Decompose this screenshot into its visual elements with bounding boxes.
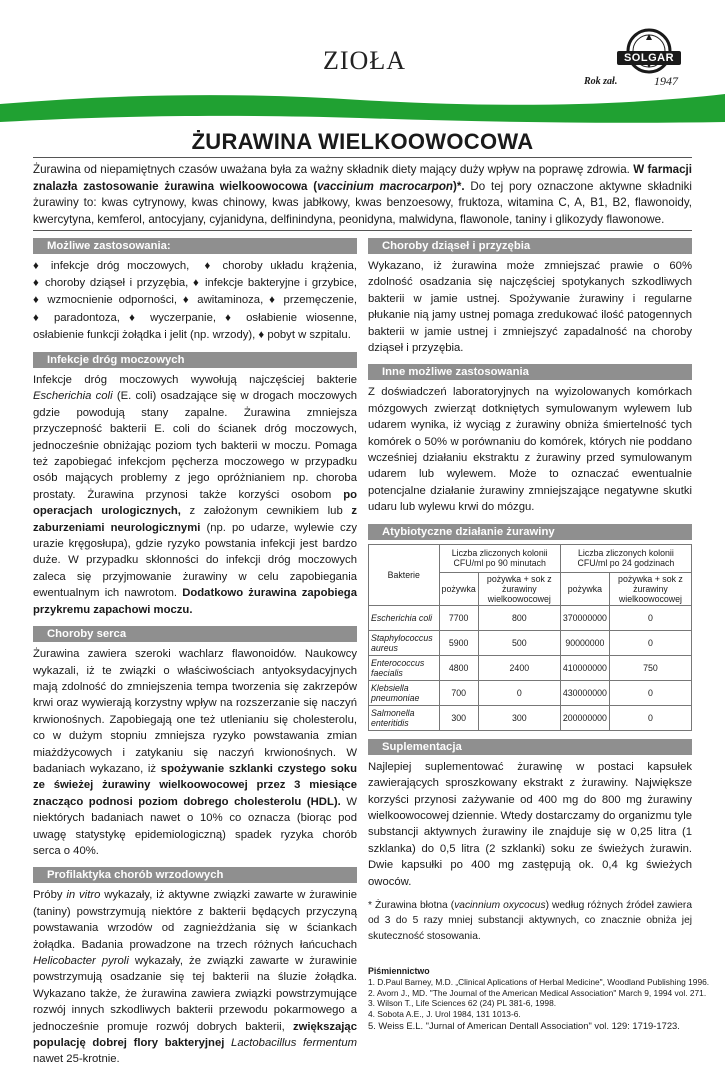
footnote: * Żurawina błotna (vacinnium oxycocus) według różnych źródeł zawiera od 3 do 5 razy mniej substancji aktywnych, co znacznie obniża jej skuteczność stosowania. [368, 899, 692, 942]
intro-divider [33, 230, 692, 231]
table-row [369, 705, 692, 730]
list-item: ♦ wzmocnienie odporności, [33, 294, 177, 307]
table-row [369, 680, 692, 705]
table-subheader-juice: pożywka + sok z żurawiny wielkoowocowej [478, 572, 560, 605]
table-cell-value: 0 [609, 705, 691, 730]
section-heading-supplement: Suplementacja [368, 739, 692, 755]
table-cell-value: 5900 [439, 630, 478, 655]
heart-paragraph: Żurawina zawiera szeroki wachlarz flawonoidów. Naukowcy wykazali, iż te związki o właściwościach antyoksydacyjnych mają zdolność do zmniejszenia tempa tworzenia się zakrzepów krwi oraz wywierają korzystny wpływ na rozszerzanie się naczyń krwionośnych. Zapobiegają one też utlenianiu się cholesterolu, co w dużym stopniu zmniejsza ryzyko powstawania zmian miażdżycowych i zatykaniu się naczyń krwionośnych. W badaniach wykazano, iż spożywanie szklanki czystego soku ze świeżej żurawiny wielkoowocowej przez 3 miesiące znacząco podnosi poziom dobrego cholesterolu (HDL). W niektórych badaniach nawet o 10% co oznacza (biorąc pod uwagę statystykę epidemiologiczną) spadek ryzyka chorób serca o 40%. [33, 648, 357, 857]
table-cell-value: 90000000 [560, 630, 609, 655]
uses-list [33, 258, 357, 344]
antibiotic-table [368, 544, 692, 731]
table-cell-value: 500 [478, 630, 560, 655]
solgar-logo [582, 28, 712, 90]
bibliography-item: 3. Wilson T., Life Sciences 62 (24) PL 381-6, 1998. [368, 998, 557, 1009]
list-item: ♦ awitaminoza, [182, 294, 264, 307]
category-heading: ZIOŁA [323, 46, 406, 75]
list-item: ♦ przemęczenie, [269, 294, 357, 307]
table-cell-bacteria: Escherichia coli [369, 605, 440, 630]
right-column [368, 238, 710, 1031]
table-cell-value: 0 [478, 680, 560, 705]
logo-brand: SOLGAR [617, 51, 681, 65]
page-title: ŻURAWINA WIELKOOWOCOWA [191, 129, 534, 154]
section-heading-antibiotic: Atybiotyczne działanie żurawiny [368, 524, 692, 540]
table-row [369, 630, 692, 655]
list-item: ♦ choroby dziąseł i przyzębia, [33, 277, 189, 290]
gums-paragraph: Wykazano, iż żurawina może zmniejszać prawie o 60% zdolność osadzania się najczęściej spotykanych szkodliwych bakterii w jamie ustnej. Spożywanie żurawiny i regularne płukanie nią jamy ustnej pomaga zredukować ilość patogennych bakterii w jamie ustnej i zmniejszyć zapadalność na choroby dziąseł i przyzębia. [368, 260, 692, 355]
table-row [369, 605, 692, 630]
table-row [369, 655, 692, 680]
table-cell-value: 370000000 [560, 605, 609, 630]
list-item: ♦ infekcje bakteryjne i grzybice, [192, 277, 358, 290]
table-subheader-medium: pożywka [439, 572, 478, 605]
bibliography-item: 4. Sobota A.E., J. Urol 1984, 131 1013-6. [368, 1008, 521, 1019]
list-item: ♦ pobyt w szpitalu. [258, 328, 351, 341]
table-cell-value: 0 [609, 630, 691, 655]
section-heading-gums: Choroby dziąseł i przyzębia [368, 238, 692, 254]
uti-paragraph: Infekcje dróg moczowych wywołują najczęściej bakterie Escherichia coli (E. coli) osadzające się w drogach moczowych gdzie powodują stany zapalne. Żurawina zmniejsza przyczepność bakterii E. coli do ścianek dróg moczowych, jednocześnie obniżając poziom tych bakterii w moczu. Pomaga też zapobiegać infekcjom pęcherza moczowego w przypadku osób mających problemy z jego opróżnianiem np. choroba prostaty. Żurawina przynosi także korzyści osobom po operacjach urologicznych, z założonym cewnikiem lub z zaburzeniami neurologicznymi (np. po udarze, wylewie czy urazie kręgosłupa), gdzie ryzyko powstania infekcji jest bardzo duże. W przypadku skłonności do infekcji dróg moczowych zaleca się przyjmowanie żurawiny w celu zapobiegania ewentualnym ich nawrotom. Dodatkowo żurawina zapobiega przykremu zapachowi moczu. [33, 374, 357, 616]
list-item: ♦ infekcje dróg moczowych, [33, 260, 190, 272]
bibliography-heading: Piśmiennictwo [368, 966, 430, 977]
section-heading-heart: Choroby serca [33, 626, 357, 642]
list-item: ♦ osłabienie wiosenne, [225, 311, 358, 324]
title-divider [33, 157, 692, 158]
table-cell-value: 0 [609, 680, 691, 705]
table-cell-value: 700 [439, 680, 478, 705]
table-header-24h: Liczba zliczonych kolonii CFU/ml po 24 godzinach [560, 544, 691, 572]
table-subheader-medium: pożywka [560, 572, 609, 605]
bibliography-item: 5. Weiss E.L. "Jurnal of American Dentall Association" vol. 129: 1719-1723. [368, 1019, 680, 1031]
bibliography-item: 2. Avorn J., MD. "The Journal of the American Medical Association" March 9, 1994 vol. 271. [368, 987, 707, 998]
table-cell-value: 410000000 [560, 655, 609, 680]
table-cell-value: 2400 [478, 655, 560, 680]
logo-founded-label: Rok zał. [584, 76, 618, 87]
table-cell-bacteria: Enterococcus faecialis [369, 655, 440, 680]
list-item: osłabienie funkcji żołądka i jelit (np. wrzody), [33, 328, 256, 341]
bibliography-item: 1. D.Paul Barney, M.D. „Clinical Aplications of Herbal Medicine", Woodland Publishing 1996. [368, 977, 710, 988]
section-heading-uti: Infekcje dróg moczowych [33, 352, 357, 368]
ulcers-paragraph: Próby in vitro wykazały, iż aktywne związki zawarte w żurawinie (taniny) powstrzymują niektóre z bakterii będących przyczyną powstawania wrzodów od zagnieżdżania się w ściankach żołądka. Badania prowadzone na trzech różnych łańcuchach Helicobacter pyroli wykazały, że związki zawarte w żurawinie powstrzymują osadzanie się tej bakterii na śluzie żołądka. Wykazano także, że żurawina zawiera związki powstrzymujące rozwój innych szkodliwych bakterii przewodu pokarmowego a jednocześnie promuje rozwój dobrych bakterii, zwiększając populację dobrej flory bakteryjnej Lactobacillus fermentum nawet 25-krotnie. [33, 889, 358, 1066]
table-cell-value: 300 [439, 705, 478, 730]
other-paragraph: Z doświadczeń laboratoryjnych na wyizolowanych komórkach mózgowych zwierząt dotkniętych symulowanym wylewem lub udarem wynika, iż wyciąg z żurawiny obniża śmiertelność tych komórek o 50% w porównaniu do komórek, których nie poddano wcześniej działaniu ekstraktu z żurawiny przed symulowanym udarem lub wylewem. Może to oznaczać ewentualnie potencjalne działanie żurawiny zmniejszające negatywne skutki udaru lub wylewu krwi do mózgu. [368, 386, 692, 514]
table-cell-value: 200000000 [560, 705, 609, 730]
intro-paragraph: Żurawina od niepamiętnych czasów uważana była za ważny składnik diety mający duży wpływ na poprawę zdrowia. W farmacji znalazła zastosowanie żurawina wielkoowocowa (vaccinium macrocarpon)*. Do tej pory oznaczone aktywne składniki żurawiny to: kwas cytrynowy, kwas chinowy, kwas jabłkowy, kwas benzoesowy, fruktoza, witamina C, A, B1, B2, flawonoidy, kwercytyna, kemferol, antocyjany, cyjanidyna, delfinindyna, peonidyna, malwidyna, flawonole, taniny i glikozydy flawonowe. [33, 163, 692, 227]
table-cell-bacteria: Staphylococcus aureus [369, 630, 440, 655]
section-heading-other: Inne możliwe zastosowania [368, 364, 692, 380]
section-heading-uses: Możliwe zastosowania: [33, 238, 357, 254]
supplement-paragraph: Najlepiej suplementować żurawinę w postaci kapsułek zawierających sproszkowany ekstrakt z żurawiny. Największe korzyści przynosi zażywanie od 400 mg do 800 mg żurawiny wielkoowocowej dziennie. Wtedy dostarczamy do organizmu tyle substancji aktywnych żurawiny ile znajduje się w 0,25 litra (1 szklanka) do 0,5 litra (2 szklanki) soku ze świeżych żurawin. Dwie kapsułki po 400 mg zastępują ok. 0,4 kg świeżych owoców. [368, 760, 692, 888]
table-subheader-juice: pożywka + sok z żurawiny wielkoowocowej [609, 572, 691, 605]
table-cell-bacteria: Salmonella enteritidis [369, 705, 440, 730]
table-cell-value: 430000000 [560, 680, 609, 705]
table-cell-value: 750 [609, 655, 691, 680]
list-item: ♦ paradontoza, [33, 311, 120, 324]
table-cell-value: 300 [478, 705, 560, 730]
table-header-bacteria: Bakterie [369, 544, 440, 605]
left-column [33, 238, 357, 1076]
table-cell-value: 800 [478, 605, 560, 630]
table-cell-value: 0 [609, 605, 691, 630]
table-cell-value: 7700 [439, 605, 478, 630]
section-heading-ulcers: Profilaktyka chorób wrzodowych [33, 867, 357, 883]
list-item: ♦ choroby układu krążenia, [204, 260, 358, 272]
table-cell-value: 4800 [439, 655, 478, 680]
list-item: ♦ wyczerpanie, [129, 311, 216, 324]
table-cell-bacteria: Klebsiella pneumoniae [369, 680, 440, 705]
table-header-90min: Liczba zliczonych kolonii CFU/ml po 90 minutach [439, 544, 560, 572]
green-swoosh [0, 92, 725, 126]
logo-founded-year: 1947 [654, 74, 678, 88]
